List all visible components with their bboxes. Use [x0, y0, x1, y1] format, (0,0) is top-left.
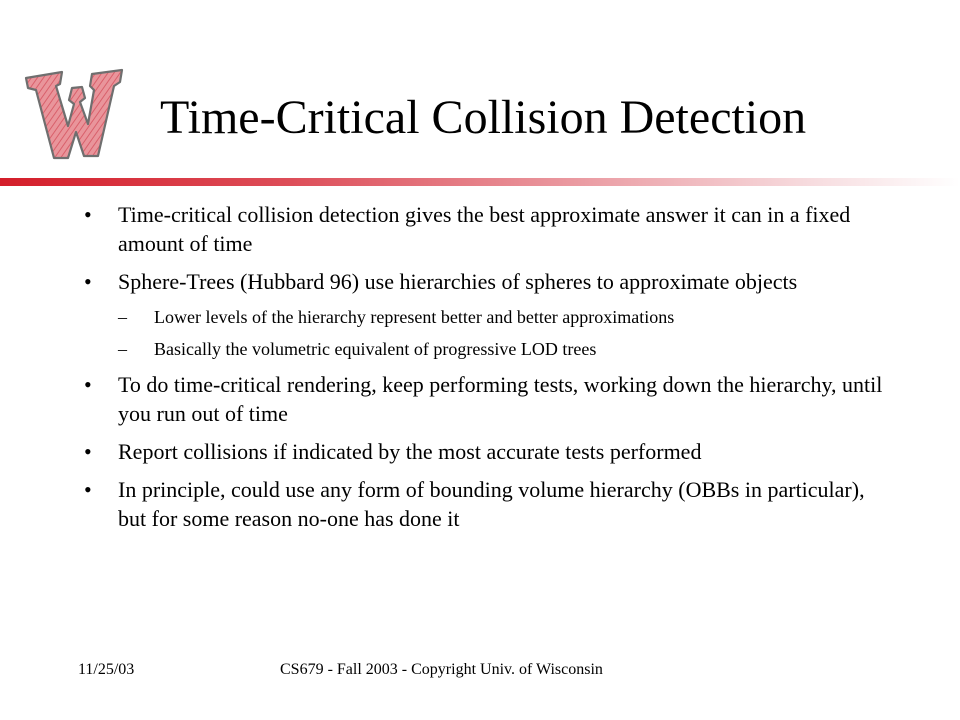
bullet-list	[78, 200, 898, 533]
sub-bullet-item	[118, 305, 898, 329]
sub-bullet-list	[118, 305, 898, 361]
title-divider	[0, 178, 960, 186]
footer-date: 11/25/03	[78, 661, 135, 678]
bullet-item	[78, 475, 898, 533]
bullet-text: In principle, could use any form of bounding volume hierarchy (OBBs in particular), but for some reason no-one has done it	[118, 477, 865, 531]
bullet-item	[78, 437, 898, 466]
bullet-text: Report collisions if indicated by the most accurate tests performed	[118, 439, 702, 464]
bullet-item	[78, 200, 898, 258]
footer-course-info: CS679 - Fall 2003 - Copyright Univ. of Wisconsin	[280, 661, 603, 678]
slide-title: Time-Critical Collision Detection	[160, 91, 807, 144]
sub-bullet-text: Lower levels of the hierarchy represent better and better approximations	[154, 307, 675, 327]
sub-bullet-text: Basically the volumetric equivalent of progressive LOD trees	[154, 339, 597, 359]
wisconsin-w-logo-icon	[22, 64, 126, 164]
bullet-item	[78, 267, 898, 361]
bullet-text: Sphere-Trees (Hubbard 96) use hierarchies of spheres to approximate objects	[118, 269, 798, 294]
sub-bullet-item	[118, 337, 898, 361]
bullet-text: To do time-critical rendering, keep performing tests, working down the hierarchy, until you run out of time	[118, 372, 883, 426]
bullet-item	[78, 370, 898, 428]
slide-content	[78, 200, 898, 542]
bullet-text: Time-critical collision detection gives the best approximate answer it can in a fixed amount of time	[118, 202, 851, 256]
